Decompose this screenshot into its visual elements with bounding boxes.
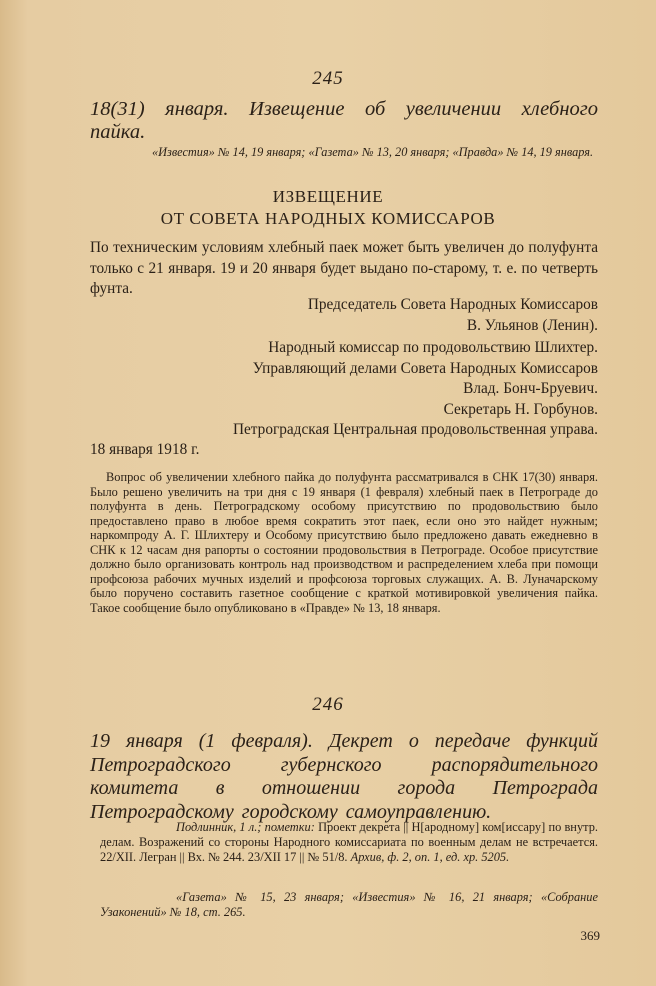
notice-heading-line1: ИЗВЕЩЕНИЕ <box>272 187 384 206</box>
notice-heading-line2: ОТ СОВЕТА НАРОДНЫХ КОМИССАРОВ <box>160 209 496 228</box>
editorial-note-245: Вопрос об увеличении хлебного пайка до полуфунта рассматривался в СНК 17(30) января. Было решено увеличить на три дня с 19 января (1 февраля) хлебный паек в Петрограде до полуфунта в день. Петроградскому особому присутствию по продовольствию было предоставлено право в любое время сократить этот паек, если оно это найдет нужным; наркомпроду А. Г. Шлихтеру и Особому присутствию было предложено давать ежедневно в СНК к 12 часам дня рапорты о состоянии продовольствия в Петрограде. Особое присутствие должно было организовать контроль над производством и распределением хлеба при помощи профсоюза рабочих мучных изделий и профсоюза торговых служащих. А. В. Луначарскому было поручено составить газетное сообщение с краткой мотивировкой увеличения пайка. Такое сообщение было опубликовано в «Правде» № 13, 18 января. <box>90 470 598 615</box>
signature-chairman-title: Председатель Совета Народных Комиссаров <box>307 296 598 313</box>
source-archive-ref: Архив, ф. 2, оп. 1, ед. хр. 5205. <box>350 849 510 864</box>
signature-manager-title: Управляющий делами Совета Народных Комиссаров <box>252 360 598 377</box>
publication-sources-245: «Известия» № 14, 19 января; «Газета» № 13, 20 января; «Правда» № 14, 19 января. <box>152 145 594 159</box>
signature-manager-name: Влад. Бонч-Бруевич. <box>463 380 598 397</box>
document-number-246: 246 <box>312 694 344 715</box>
notice-date: 18 января 1918 г. <box>90 441 200 458</box>
document-title-246: 19 января (1 февраля). Декрет о передаче функций Петроградского губернского распорядительного комитета в отношении города Петрограда Петроградскому городскому самоуправлению. <box>90 730 598 823</box>
document-title-245: 18(31) января. Извещение об увеличении хлебного пайка. <box>90 98 598 143</box>
archival-source-246 <box>100 820 598 864</box>
publication-sources-246: «Газета» № 15, 23 января; «Известия» № 16, 21 января; «Собрание Узаконений» № 18, ст. 265. <box>100 890 598 919</box>
signature-food-board: Петроградская Центральная продовольственная управа. <box>232 421 598 438</box>
source-original-label: Подлинник, 1 л.; пометки: <box>176 820 315 834</box>
signature-secretary: Секретарь Н. Горбунов. <box>443 401 598 418</box>
document-number-245: 245 <box>312 68 344 89</box>
signature-food-commissar: Народный комиссар по продовольствию Шлихтер. <box>268 339 598 356</box>
source-annotations: Проект декрета || Н[ародному] ком[иссару] по внутр. делам. Возражений со стороны Народного комиссариата по военным делам не встречается. 22/XII. Легран || Вх. № 244. 23/XII 17 || № 51/8. <box>100 820 598 864</box>
notice-body: По техническим условиям хлебный паек может быть увеличен до полуфунта только с 21 января. 19 и 20 января будет выдано по-старому, т. е. по четверть фунта. <box>90 239 598 297</box>
page-number: 369 <box>580 928 600 943</box>
signature-chairman-name: В. Ульянов (Ленин). <box>466 317 598 334</box>
